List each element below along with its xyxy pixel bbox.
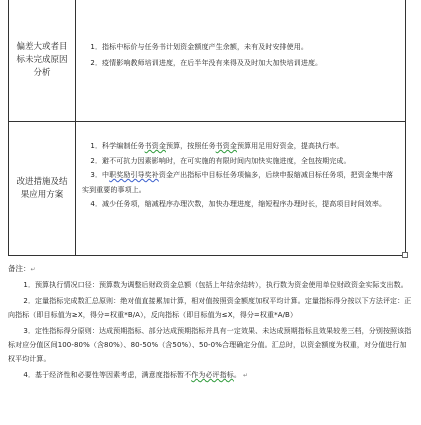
spellcheck-underline: 书资金 (215, 142, 237, 150)
notes-heading: 备注：↵ (8, 264, 36, 273)
table-row-deviation-analysis (9, 0, 405, 122)
note-item: 2．定量指标完成数汇总原则：绝对值直接累加计算，相对值按照资金额度加权平均计算。定量指标得分按以下方法评定：正向指标（即目标值为≥X，得分=权重*B/A），反向指标（即目标值为≤X，得分=权重*A/B） (8, 297, 412, 319)
table-resize-handle[interactable] (402, 252, 408, 258)
row-content-cell (76, 122, 405, 255)
list-item: 4．减少任务项，缩减程序办理次数，加快办理进度，缩短程序办理时长，提高项目时间效率。 (90, 200, 387, 208)
note-item: 4．基于经济性和必要性等因素考虑，满意度指标暂不作为必评指标。 ↵ (23, 371, 249, 379)
spellcheck-underline: 作为必评指标 (191, 371, 234, 379)
list-item: 1．指标中标价与任务书计划资金额度产生余额，未有及时安排使用。 (90, 43, 308, 51)
note-item: 3．定性指标得分原则：达成预期指标、部分达成预期指标并具有一定效果、未达成预期指标且效果较差三档，分别按照该指标对应分值区间100-80%（含80%）、80-50%（含50%）、50-0%合理确定分值。汇总时，以资金额度为权重，对分值进行加权平均计算。 (8, 327, 412, 363)
notes-section (8, 262, 412, 383)
note-item: 1．预算执行情况口径：预算数为调整后财政资金总额（包括上年结余结转），执行数为资金使用单位财政资金实际支出数。 (23, 281, 408, 289)
table-row-improvement-measures (9, 122, 405, 255)
list-item: 1．科学编制任务书资金预算，按照任务书资金预算用足用好资金，提高执行率。 (90, 142, 344, 150)
list-item: 2．避不可抗力因素影响时，在可实施的有限时间内加快实施进度，全包按期完成。 (90, 156, 351, 165)
row-label-cell (9, 122, 76, 255)
list-item: 3．中职奖励引导奖补资金产出指标中目标任务项偏多，后续申报缩减目标任务项，把资金集中落实到重要的事项上。 (82, 171, 394, 194)
evaluation-table (8, 0, 406, 256)
row-label: 改进措施及结果应用方案 (16, 176, 68, 200)
list-item: 2．疫情影响教师培训进度，在后半年没有来得及及时加大加快培训进度。 (90, 59, 323, 67)
row-content-cell (76, 0, 405, 121)
grammar-underline: 职奖励引导奖补 (109, 171, 159, 179)
spellcheck-underline: 书资金 (144, 142, 166, 150)
row-label-cell (9, 0, 76, 121)
row-label: 偏差大或者目标未完成原因分析 (16, 42, 68, 78)
